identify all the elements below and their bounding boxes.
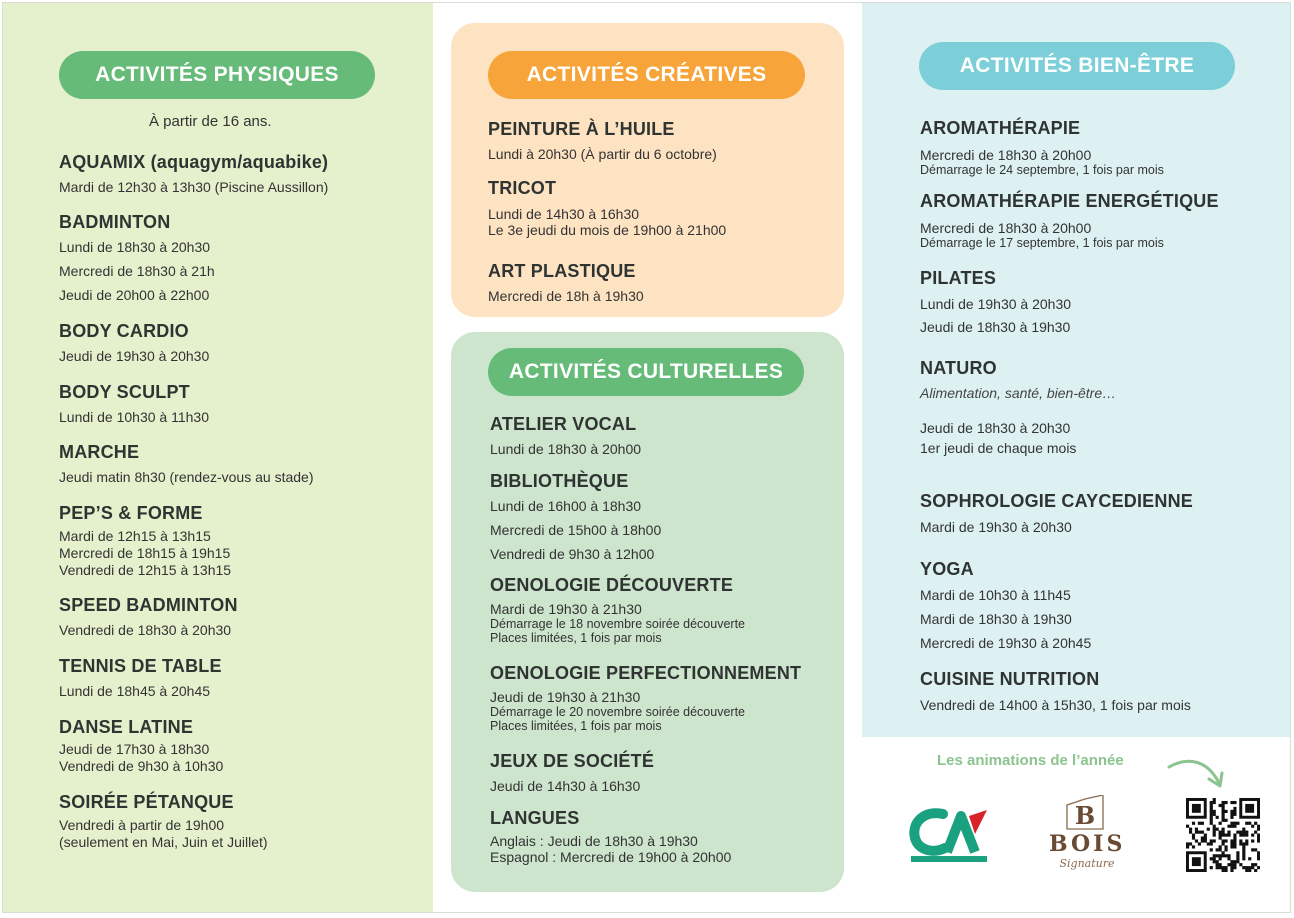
schedule-line: Mercredi de 19h30 à 20h45 xyxy=(920,635,1092,651)
schedule-note: Démarrage le 24 septembre, 1 fois par mois xyxy=(920,163,1164,177)
activity-title: SOPHROLOGIE CAYCEDIENNE xyxy=(920,491,1193,511)
activity-title: BODY SCULPT xyxy=(59,382,190,402)
activity-title: TRICOT xyxy=(488,178,557,198)
schedule-line: Mercredi de 18h30 à 21h xyxy=(59,263,215,279)
activity-marche xyxy=(59,442,313,485)
activity-title: SOIRÉE PÉTANQUE xyxy=(59,792,234,812)
activity-aromatherapie-energetique xyxy=(920,191,1219,250)
activity-atelier-vocal xyxy=(490,414,641,457)
schedule-line: Jeudi de 19h30 à 21h30 xyxy=(490,689,641,705)
activity-art-plastique xyxy=(488,261,644,304)
creative-activities-heading: ACTIVITÉS CRÉATIVES xyxy=(488,51,805,99)
schedule-note: Places limitées, 1 fois par mois xyxy=(490,719,662,733)
activity-title: MARCHE xyxy=(59,442,140,462)
schedule-line: Vendredi de 9h30 à 10h30 xyxy=(59,758,224,774)
activity-sophrologie xyxy=(920,491,1193,535)
schedule-line: (seulement en Mai, Juin et Juillet) xyxy=(59,834,268,850)
activity-title: NATURO xyxy=(920,358,997,378)
activity-naturo xyxy=(920,358,1116,456)
activity-title: AROMATHÉRAPIE ENERGÉTIQUE xyxy=(920,191,1219,211)
schedule-line: Lundi de 10h30 à 11h30 xyxy=(59,409,209,425)
schedule-line: Le 3e jeudi du mois de 19h00 à 21h00 xyxy=(488,222,727,238)
schedule-line: Vendredi de 12h15 à 13h15 xyxy=(59,562,232,578)
activity-langues xyxy=(490,808,731,865)
activity-title: PEP’S & FORME xyxy=(59,503,203,523)
activity-body-sculpt xyxy=(59,382,209,425)
activity-oenologie-decouverte xyxy=(490,575,745,645)
activity-title: OENOLOGIE PERFECTIONNEMENT xyxy=(490,663,802,683)
bois-signature-letter: B xyxy=(1074,801,1096,830)
schedule-line: Mardi de 12h30 à 13h30 (Piscine Aussillon) xyxy=(59,179,329,195)
schedule-line: Jeudi de 17h30 à 18h30 xyxy=(59,741,210,757)
activity-body-cardio xyxy=(59,321,209,364)
schedule-line: Mardi de 19h30 à 20h30 xyxy=(920,519,1072,535)
schedule-line: Vendredi à partir de 19h00 xyxy=(59,817,225,833)
schedule-line: Lundi à 20h30 (À partir du 6 octobre) xyxy=(488,146,717,162)
schedule-line: Mercredi de 15h00 à 18h00 xyxy=(490,522,662,538)
activity-title: BIBLIOTHÈQUE xyxy=(490,471,629,491)
bois-signature-wordmark: BOIS xyxy=(1049,831,1126,857)
activity-title: BODY CARDIO xyxy=(59,321,189,341)
schedule-line: Lundi de 16h00 à 18h30 xyxy=(490,498,642,514)
activity-title: PILATES xyxy=(920,268,997,288)
bois-signature-logo xyxy=(1045,795,1125,877)
schedule-note: Démarrage le 18 novembre soirée découverte xyxy=(490,617,745,631)
activity-title: DANSE LATINE xyxy=(59,717,194,737)
activity-jeux-de-societe xyxy=(490,751,654,794)
activity-title: JEUX DE SOCIÉTÉ xyxy=(490,751,655,771)
activity-badminton xyxy=(59,212,215,303)
schedule-line: Lundi de 18h45 à 20h45 xyxy=(59,683,211,699)
wellbeing-activities-heading: ACTIVITÉS BIEN-ÊTRE xyxy=(919,42,1235,90)
activity-title: TENNIS DE TABLE xyxy=(59,656,222,676)
activity-cuisine-nutrition xyxy=(920,669,1191,713)
bois-signature-script: Signature xyxy=(1059,857,1115,870)
activity-danse-latine xyxy=(59,717,223,774)
activity-title: PEINTURE À L’HUILE xyxy=(488,119,675,139)
activity-title: LANGUES xyxy=(490,808,580,828)
schedule-line: Mercredi de 18h à 19h30 xyxy=(488,288,644,304)
activity-tennis-de-table xyxy=(59,656,222,699)
schedule-note: Places limitées, 1 fois par mois xyxy=(490,631,662,645)
schedule-line: Anglais : Jeudi de 18h30 à 19h30 xyxy=(490,833,698,849)
schedule-line: Mardi de 12h15 à 13h15 xyxy=(59,528,211,544)
activity-title: YOGA xyxy=(920,559,974,579)
schedule-line: Jeudi de 18h30 à 20h30 xyxy=(920,420,1071,436)
schedule-line: Jeudi de 14h30 à 16h30 xyxy=(490,778,641,794)
cultural-activities-heading: ACTIVITÉS CULTURELLES xyxy=(488,348,804,396)
schedule-note: Démarrage le 20 novembre soirée découverte xyxy=(490,705,745,719)
schedule-line: Lundi de 18h30 à 20h00 xyxy=(490,441,642,457)
activity-speed-badminton xyxy=(59,595,238,638)
schedule-line: Vendredi de 14h00 à 15h30, 1 fois par mois xyxy=(920,697,1191,713)
activity-oenologie-perfectionnement xyxy=(490,663,801,733)
activity-title: OENOLOGIE DÉCOUVERTE xyxy=(490,575,734,595)
year-events-label: Les animations de l’année xyxy=(937,752,1124,769)
schedule-line: Jeudi de 18h30 à 19h30 xyxy=(920,319,1071,335)
activity-title: BADMINTON xyxy=(59,212,171,232)
activity-title: AQUAMIX (aquagym/aquabike) xyxy=(59,152,329,172)
activity-title: ART PLASTIQUE xyxy=(488,261,636,281)
activity-bibliotheque xyxy=(490,471,661,562)
schedule-line: 1er jeudi de chaque mois xyxy=(920,440,1077,456)
schedule-line: Mercredi de 18h30 à 20h00 xyxy=(920,147,1092,163)
activity-peinture xyxy=(488,119,717,162)
activity-aromatherapie xyxy=(920,118,1164,177)
age-note: À partir de 16 ans. xyxy=(149,113,272,130)
activity-title: CUISINE NUTRITION xyxy=(920,669,1100,689)
activity-yoga xyxy=(920,559,1091,651)
schedule-line: Espagnol : Mercredi de 19h00 à 20h00 xyxy=(490,849,732,865)
schedule-line: Mardi de 18h30 à 19h30 xyxy=(920,611,1072,627)
schedule-line: Vendredi de 18h30 à 20h30 xyxy=(59,622,232,638)
activity-soiree-petanque xyxy=(59,792,268,850)
activity-pilates xyxy=(920,268,1071,335)
schedule-line: Vendredi de 9h30 à 12h00 xyxy=(490,546,655,562)
qr-code xyxy=(1186,798,1260,872)
schedule-line: Lundi de 14h30 à 16h30 xyxy=(488,206,640,222)
schedule-line: Mercredi de 18h30 à 20h00 xyxy=(920,220,1092,236)
activity-title: ATELIER VOCAL xyxy=(490,414,637,434)
activity-peps-forme xyxy=(59,503,231,578)
schedule-line: Mardi de 19h30 à 21h30 xyxy=(490,601,642,617)
activity-tricot xyxy=(488,178,726,238)
credit-agricole-logo xyxy=(909,808,989,864)
schedule-line: Mardi de 10h30 à 11h45 xyxy=(920,587,1071,603)
schedule-line: Jeudi matin 8h30 (rendez-vous au stade) xyxy=(59,469,314,485)
activity-description: Alimentation, santé, bien-être… xyxy=(920,385,1117,401)
schedule-line: Mercredi de 18h15 à 19h15 xyxy=(59,545,231,561)
curved-arrow-icon xyxy=(1165,755,1227,791)
schedule-line: Lundi de 19h30 à 20h30 xyxy=(920,296,1072,312)
schedule-line: Jeudi de 19h30 à 20h30 xyxy=(59,348,210,364)
physical-activities-heading: ACTIVITÉS PHYSIQUES xyxy=(59,51,375,99)
schedule-note: Démarrage le 17 septembre, 1 fois par mois xyxy=(920,236,1164,250)
activity-aquamix xyxy=(59,152,328,195)
schedule-line: Jeudi de 20h00 à 22h00 xyxy=(59,287,210,303)
activity-title: SPEED BADMINTON xyxy=(59,595,238,615)
schedule-line: Lundi de 18h30 à 20h30 xyxy=(59,239,211,255)
activity-title: AROMATHÉRAPIE xyxy=(920,118,1081,138)
